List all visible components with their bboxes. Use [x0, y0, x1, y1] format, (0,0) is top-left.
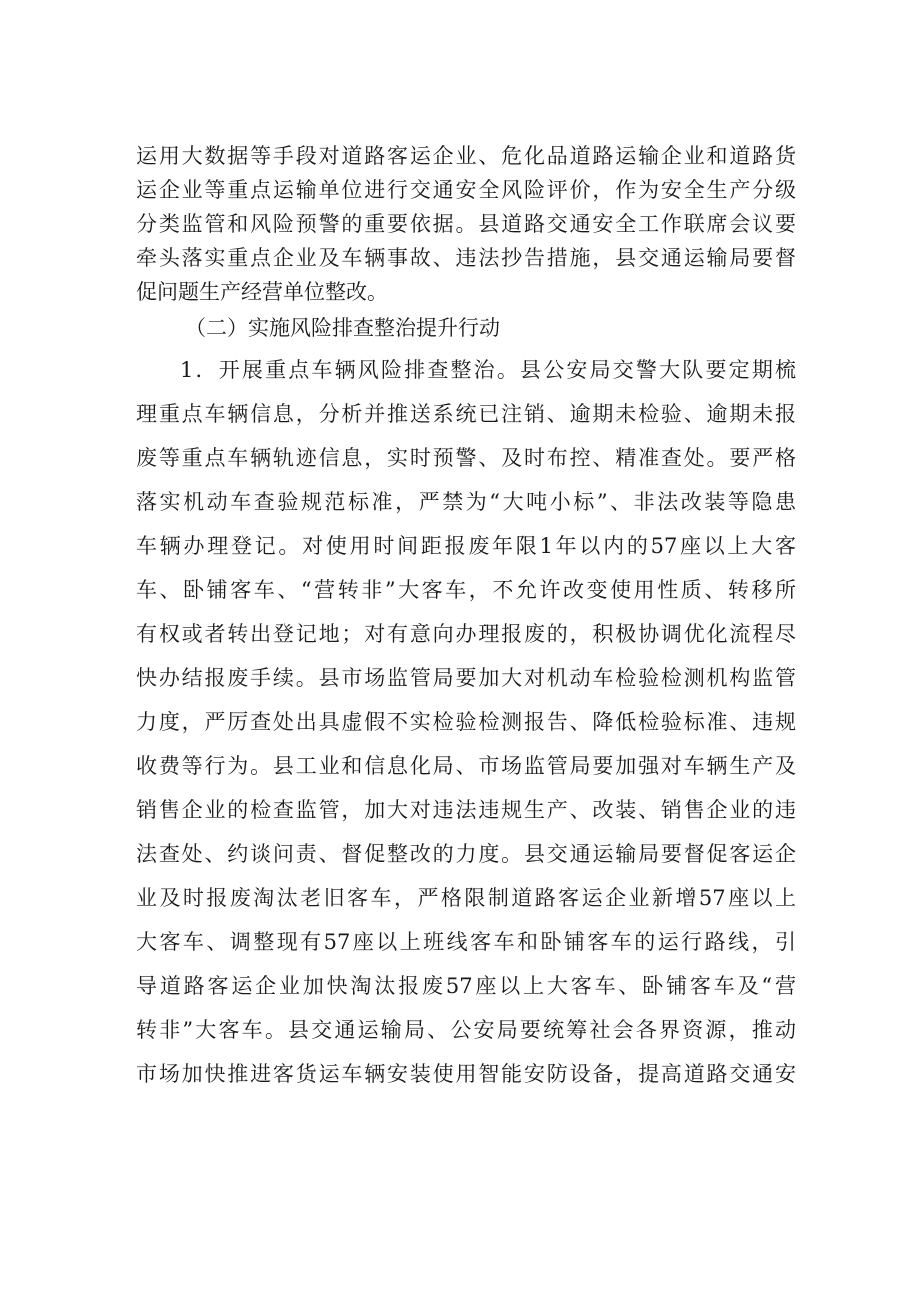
paragraph-1-line-2: 运企业等重点运输单位进行交通安全风险评价，作为安全生产分级 — [136, 178, 796, 202]
paragraph-2-line-13: 业及时报废淘汰老旧客车，严格限制道路客运企业新增57座以上 — [136, 886, 796, 910]
paragraph-2-line-8: 快办结报废手续。县市场监管局要加大对机动车检验检测机构监管 — [136, 666, 796, 690]
paragraph-2-line-12: 法查处、约谈问责、督促整改的力度。县交通运输局要督促客运企 — [136, 842, 796, 866]
paragraph-1-line-3: 分类监管和风险预警的重要依据。县道路交通安全工作联席会议要 — [136, 212, 796, 236]
paragraph-2-line-1: 1．开展重点车辆风险排查整治。县公安局交警大队要定期梳 — [180, 358, 796, 382]
paragraph-1-line-4: 牵头落实重点企业及车辆事故、违法抄告措施，县交通运输局要督 — [136, 246, 796, 270]
paragraph-2-line-2: 理重点车辆信息，分析并推送系统已注销、逾期未检验、逾期未报 — [136, 402, 796, 426]
paragraph-1-line-5: 促问题生产经营单位整改。 — [136, 280, 388, 304]
paragraph-2-line-14: 大客车、调整现有57座以上班线客车和卧铺客车的运行路线，引 — [136, 930, 796, 954]
section-heading: （二）实施风险排查整治提升行动 — [185, 316, 500, 340]
paragraph-2-line-9: 力度，严厉查处出具虚假不实检验检测报告、降低检验标准、违规 — [136, 710, 796, 734]
paragraph-2-line-16: 转非”大客车。县交通运输局、公安局要统筹社会各界资源，推动 — [136, 1018, 796, 1042]
paragraph-2-line-15: 导道路客运企业加快淘汰报废57座以上大客车、卧铺客车及“营 — [136, 974, 796, 998]
paragraph-2-line-17: 市场加快推进客货运车辆安装使用智能安防设备，提高道路交通安 — [136, 1062, 796, 1086]
paragraph-1-line-1: 运用大数据等手段对道路客运企业、危化品道路运输企业和道路货 — [136, 144, 796, 168]
paragraph-2-line-7: 有权或者转出登记地；对有意向办理报废的，积极协调优化流程尽 — [136, 622, 796, 646]
paragraph-2-line-4: 落实机动车查验规范标准，严禁为“大吨小标”、非法改装等隐患 — [136, 490, 796, 514]
paragraph-2-line-11: 销售企业的检查监管，加大对违法违规生产、改装、销售企业的违 — [136, 798, 796, 822]
paragraph-2-line-10: 收费等行为。县工业和信息化局、市场监管局要加强对车辆生产及 — [136, 754, 796, 778]
paragraph-2-line-6: 车、卧铺客车、“营转非”大客车，不允许改变使用性质、转移所 — [136, 578, 796, 602]
paragraph-2-line-5: 车辆办理登记。对使用时间距报废年限1年以内的57座以上大客 — [136, 534, 796, 558]
paragraph-2-line-3: 废等重点车辆轨迹信息，实时预警、及时布控、精准查处。要严格 — [136, 446, 796, 470]
